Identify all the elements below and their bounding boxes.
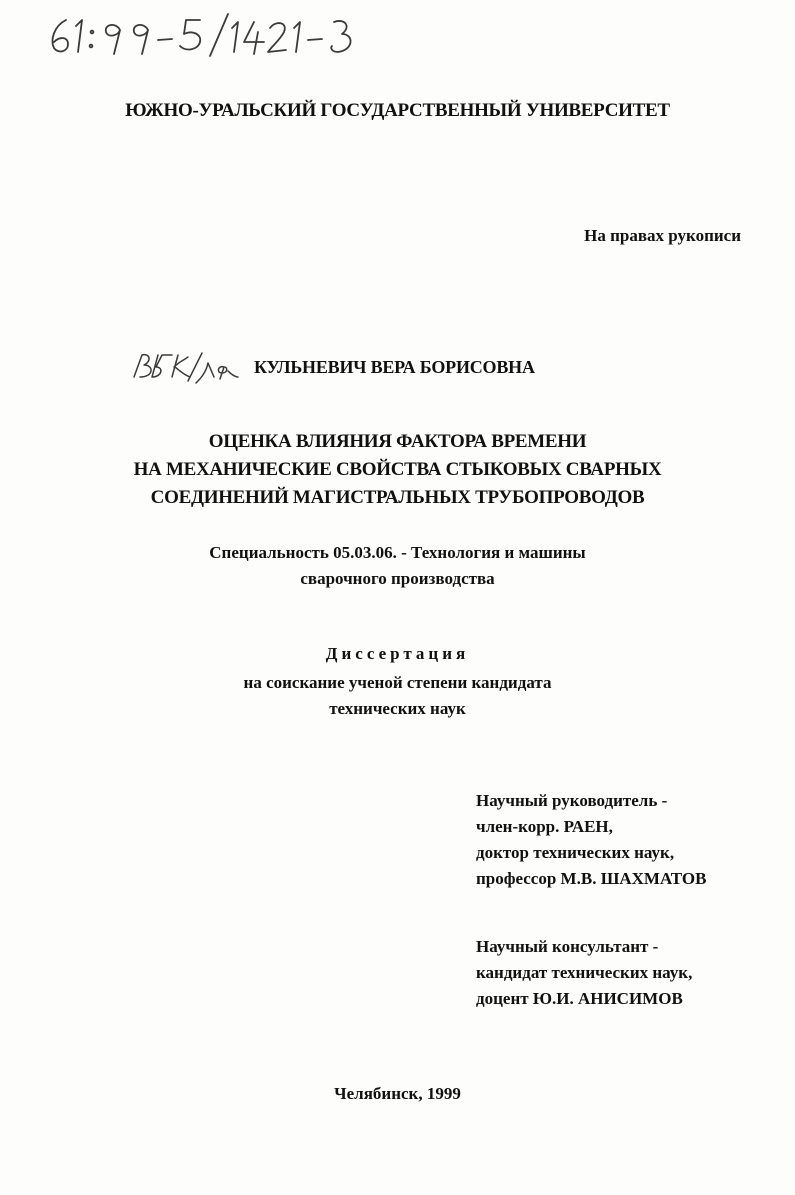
- thesis-title-line: ОЦЕНКА ВЛИЯНИЯ ФАКТОРА ВРЕМЕНИ: [208, 431, 587, 452]
- supervisor-line: доктор технических наук,: [476, 843, 675, 862]
- supervisor-line: член-корр. РАЕН,: [476, 817, 613, 836]
- degree-line: технических наук: [329, 699, 466, 718]
- thesis-title-line: СОЕДИНЕНИЙ МАГИСТРАЛЬНЫХ ТРУБОПРОВОДОВ: [150, 487, 645, 508]
- degree-sought: [0, 670, 795, 722]
- handwritten-initials: [128, 349, 240, 385]
- specialty-line: Специальность 05.03.06. - Технология и машины: [209, 543, 586, 562]
- consultant-line: Научный консультант -: [476, 937, 659, 956]
- manuscript-rights-note: На правах рукописи: [584, 226, 741, 245]
- degree-line: на соискание ученой степени кандидата: [243, 673, 552, 692]
- specialty-line: сварочного производства: [300, 569, 495, 588]
- author-row: [128, 352, 535, 382]
- supervisor-line: Научный руководитель -: [476, 791, 668, 810]
- handwritten-catalog-number-drawing: [40, 8, 380, 60]
- supervisor-line: профессор М.В. ШАХМАТОВ: [476, 869, 707, 888]
- thesis-title-line: НА МЕХАНИЧЕСКИЕ СВОЙСТВА СТЫКОВЫХ СВАРНЫХ: [133, 459, 662, 480]
- consultant-line: доцент Ю.И. АНИСИМОВ: [476, 989, 683, 1008]
- specialty: [0, 540, 795, 592]
- scientific-supervisor: [476, 788, 706, 892]
- university-name: ЮЖНО-УРАЛЬСКИЙ ГОСУДАРСТВЕННЫЙ УНИВЕРСИТЕТ: [125, 100, 670, 121]
- consultant-line: кандидат технических наук,: [476, 963, 693, 982]
- document-type: Диссертация: [325, 644, 470, 663]
- city-and-year: Челябинск, 1999: [334, 1084, 461, 1103]
- handwritten-catalog-number: [40, 8, 380, 60]
- scientific-consultant: [476, 934, 692, 1012]
- thesis-title: [0, 428, 795, 512]
- author-name: КУЛЬНЕВИЧ ВЕРА БОРИСОВНА: [254, 356, 535, 377]
